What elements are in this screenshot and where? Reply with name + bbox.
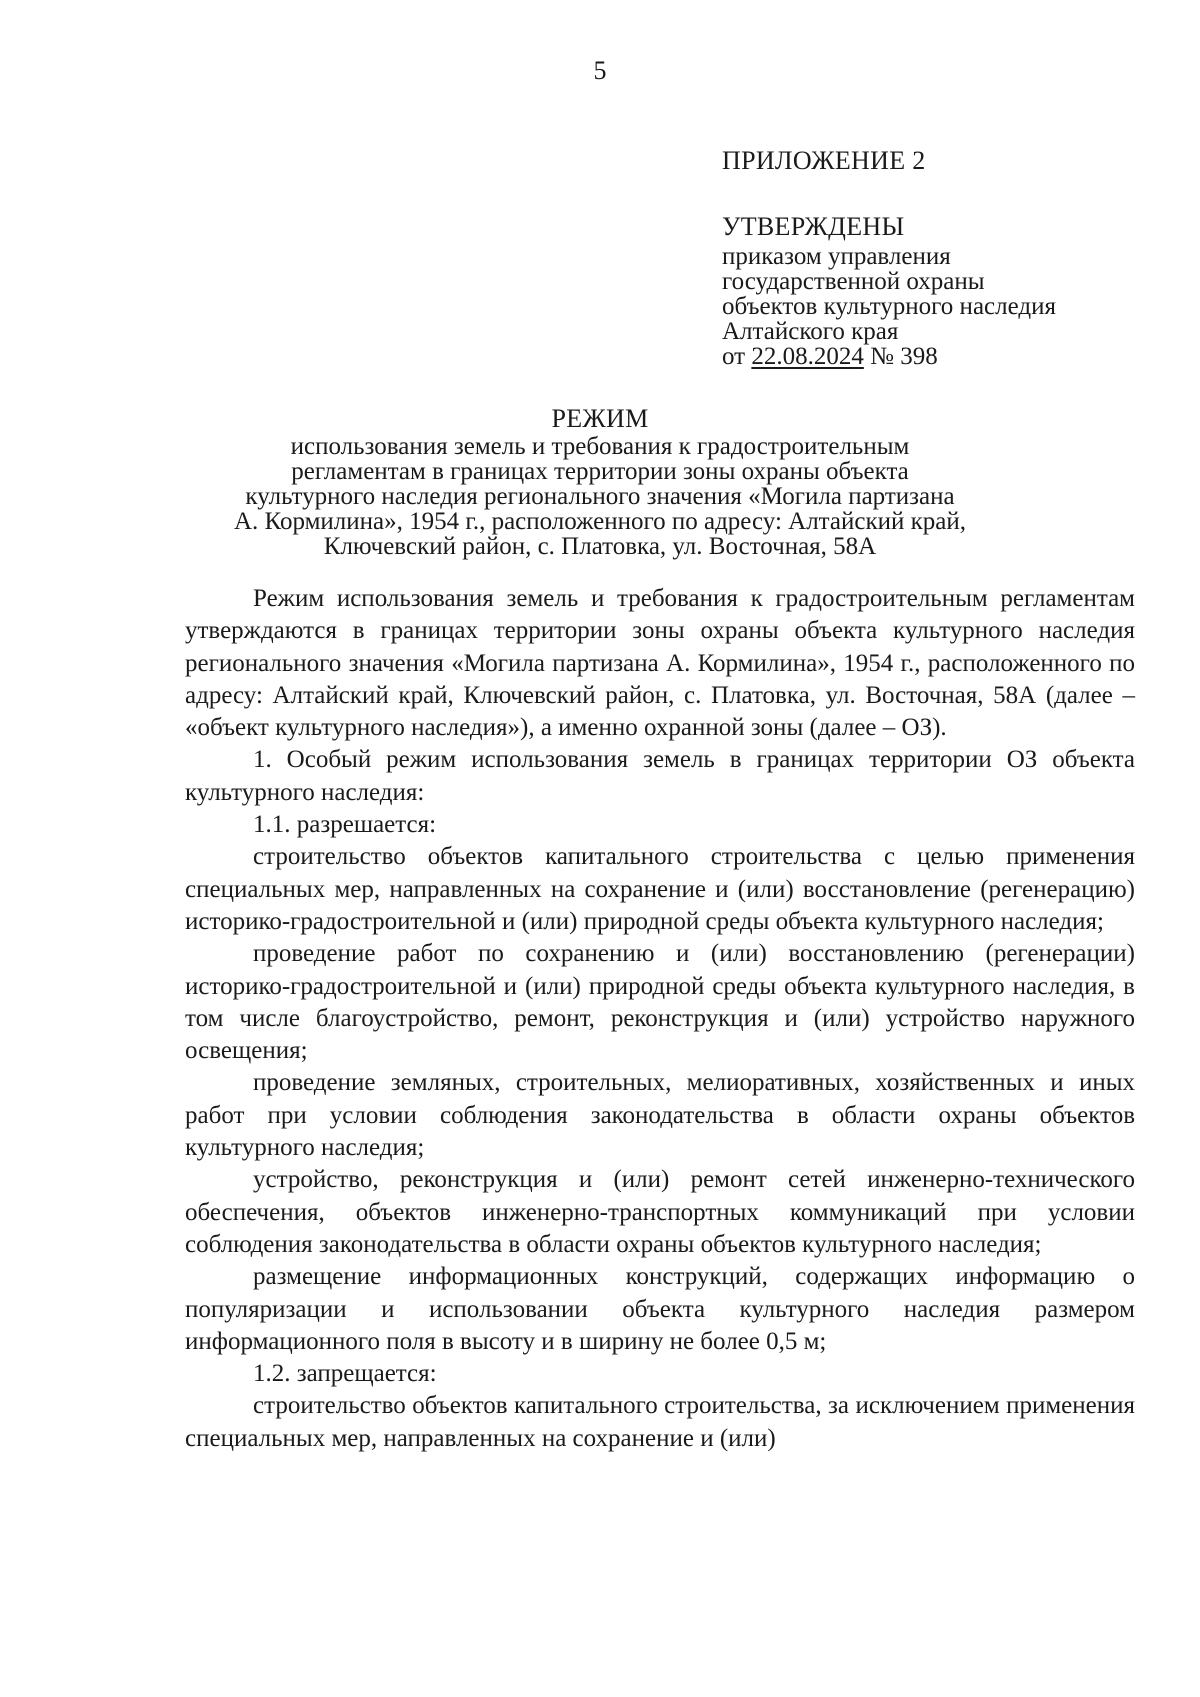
document-subtitle-line: А. Кормилина», 1954 г., расположенного по адресу: Алтайский край, <box>234 508 966 535</box>
approval-line: Алтайского края <box>722 318 899 345</box>
document-body <box>185 583 1135 1455</box>
document-subtitle-line: культурного наследия регионального значения «Могила партизана <box>245 483 955 510</box>
body-paragraph: 1.2. запрещается: <box>253 1360 437 1388</box>
approval-block <box>722 212 1056 369</box>
body-paragraph: строительство объектов капитального строительства, за исключением применения специальных мер, направленных на сохранение и (или) <box>185 1392 1135 1452</box>
body-paragraph: проведение работ по сохранению и (или) восстановлению (регенерации) историко-градостроительной и (или) природной среды объекта культурного наследия, в том числе благоустройство, ремонт, реконструкция и (или) устройство наружного освещения; <box>185 940 1135 1065</box>
body-paragraph: устройство, реконструкция и (или) ремонт сетей инженерно-технического обеспечения, объектов инженерно-транспортных коммуникаций при условии соблюдения законодательства в области охраны объектов культурного наследия; <box>185 1166 1135 1258</box>
document-title-block <box>0 404 1200 559</box>
body-paragraph: строительство объектов капитального строительства с целью применения специальных мер, направленных на сохранение и (или) восстановление (регенерацию) историко-градостроительной и (или) природной среды объекта культурного наследия; <box>185 843 1135 935</box>
document-subtitle-line: регламентам в границах территории зоны охраны объекта <box>291 458 909 485</box>
date-prefix: от <box>722 343 752 370</box>
approval-line: объектов культурного наследия <box>722 293 1056 320</box>
order-number: № 398 <box>863 343 938 370</box>
document-subtitle-line: использования земель и требования к градостроительным <box>290 433 910 460</box>
approval-line: приказом управления <box>722 243 951 270</box>
body-paragraph: 1.1. разрешается: <box>253 811 437 839</box>
approval-date-line <box>722 344 1056 369</box>
approval-line: государственной охраны <box>722 268 985 295</box>
body-paragraph: проведение земляных, строительных, мелиоративных, хозяйственных и иных работ при условии соблюдения законодательства в области охраны объектов культурного наследия; <box>185 1069 1135 1162</box>
body-paragraph: Режим использования земель и требования к градостроительным регламентам утверждаются в границах территории зоны охраны объекта культурного наследия регионального значения «Могила партизана А. Кормилина», 1954 г., расположенного по адресу: Алтайский край, Ключевский район, с. Платовка, ул. Восточная, 58А (далее – «объект культурного наследия»), а именно охранной зоны (далее – ОЗ). <box>185 585 1135 742</box>
document-title: РЕЖИМ <box>551 404 649 433</box>
approval-heading: УТВЕРЖДЕНЫ <box>722 212 905 241</box>
body-paragraph: 1. Особый режим использования земель в границах территории ОЗ объекта культурного наследия: <box>185 746 1135 806</box>
body-paragraph: размещение информационных конструкций, содержащих информацию о популяризации и использовании объекта культурного наследия размером информационного поля в высоту и в ширину не более 0,5 м; <box>185 1263 1135 1355</box>
document-subtitle-line: Ключевский район, с. Платовка, ул. Восточная, 58А <box>323 533 877 560</box>
order-date: 22.08.2024 <box>751 343 864 370</box>
page-number: 5 <box>593 56 607 85</box>
annex-heading: ПРИЛОЖЕНИЕ 2 <box>722 146 926 175</box>
